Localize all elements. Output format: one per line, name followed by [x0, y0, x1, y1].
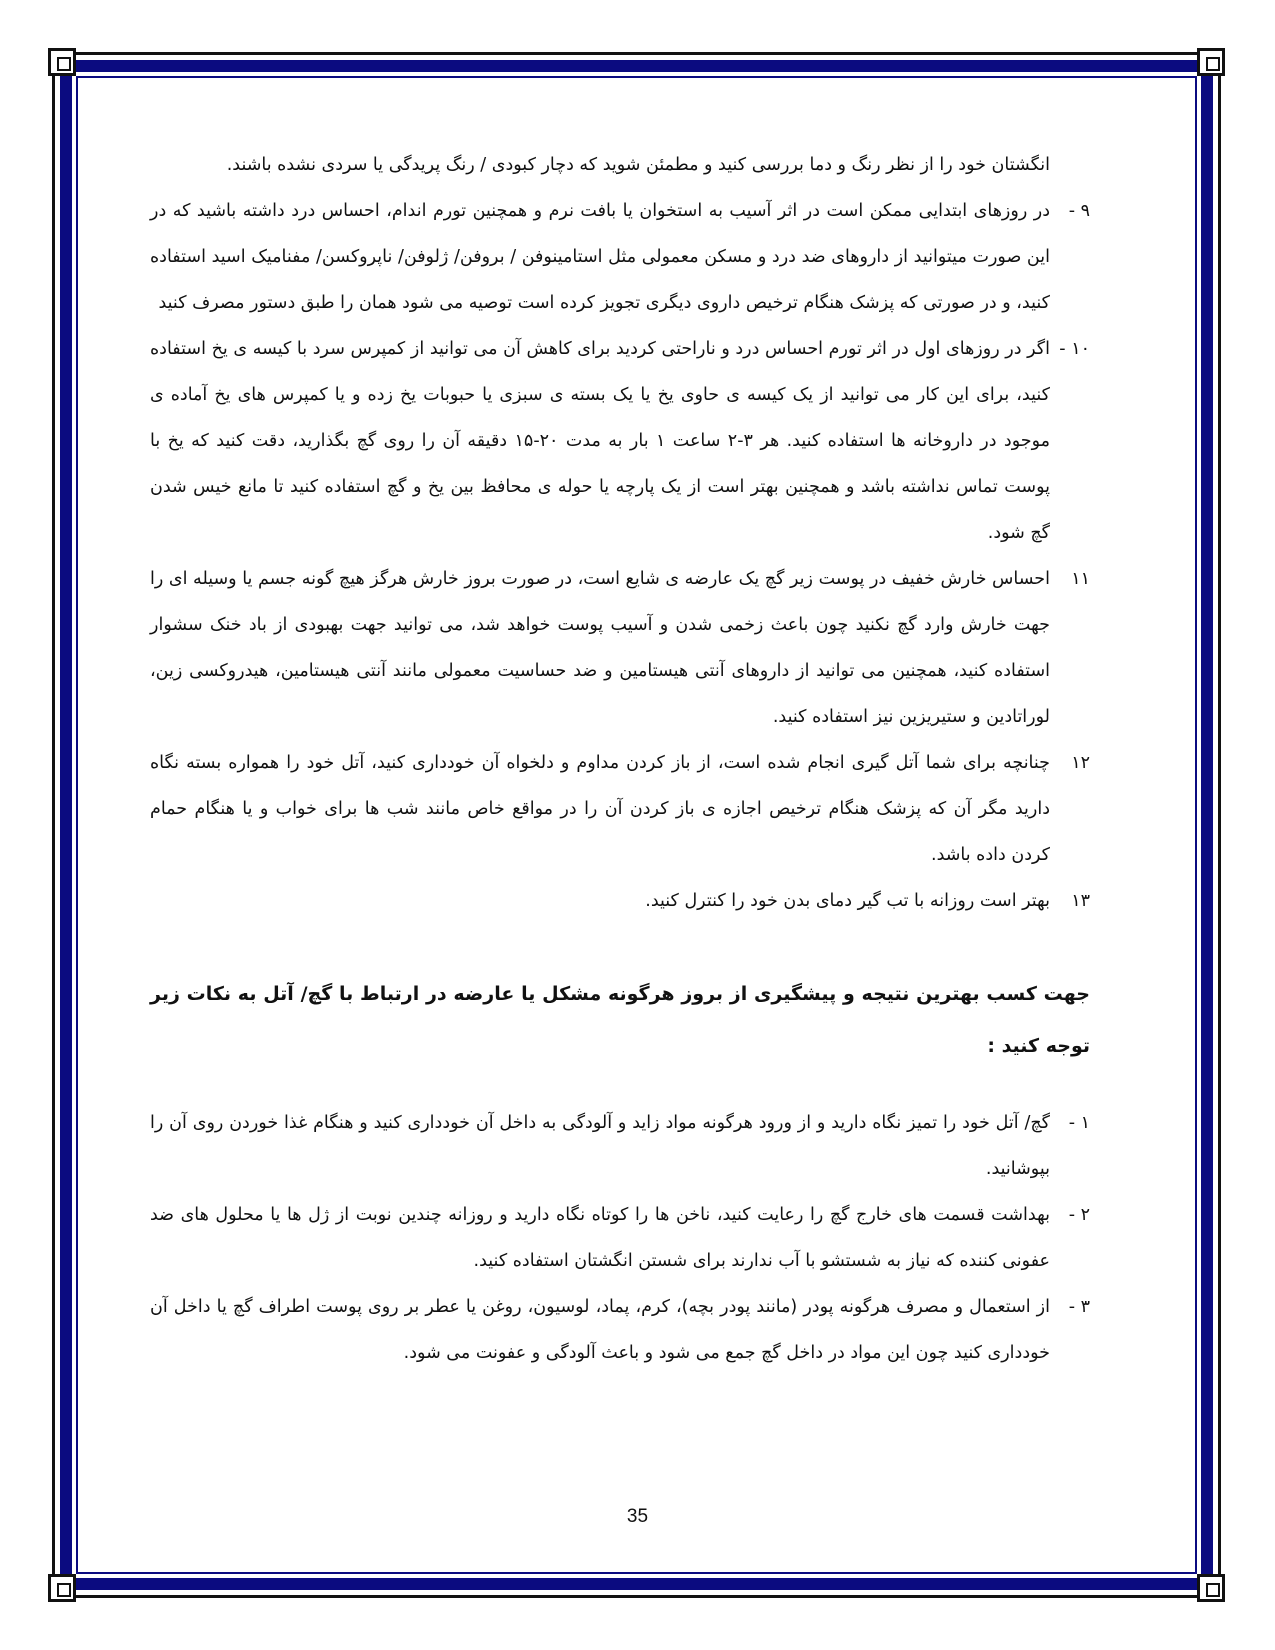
frame-corner-bottom-right	[1197, 1574, 1225, 1602]
list-item	[150, 326, 1090, 556]
list-item	[150, 1100, 1090, 1192]
list-item	[150, 740, 1090, 878]
list-item-text: بهداشت قسمت های خارج گچ را رعایت کنید، ناخن ها را کوتاه نگاه دارید و روزانه چندین نوبت از ژل ها یا محلول های ضد عفونی کننده که نیاز به شستشو با آب ندارند برای شستن انگشتان استفاده کنید.	[150, 1205, 1050, 1271]
list-item-number: ۱ -	[1068, 1113, 1090, 1133]
instruction-list-1	[150, 188, 1090, 924]
section-heading: جهت کسب بهترین نتیجه و پیشگیری از بروز هرگونه مشکل یا عارضه در ارتباط با گچ/ آتل به نکات زیر توجه کنید :	[150, 983, 1090, 1057]
list-item-text: در روزهای ابتدایی ممکن است در اثر آسیب به استخوان یا بافت نرم و همچنین تورم اندام، احساس درد داشته باشید که در این صورت میتوانید از داروهای ضد درد و مسکن معمولی مثل استامینوفن / بروفن/ ژلوفن/ ناپروکسن/ مفنامیک اسید استفاده کنید، و در صورتی که پزشک هنگام ترخیص داروی دیگری تجویز کرده است توصیه می شود همان را طبق دستور مصرف کنید	[150, 201, 1050, 313]
list-item	[150, 556, 1090, 740]
list-item-text: از استعمال و مصرف هرگونه پودر (مانند پودر بچه)، کرم، پماد، لوسیون، روغن یا عطر بر روی پوست اطراف گچ یا داخل آن خودداری کنید چون این مواد در داخل گچ جمع می شود و باعث آلودگی و عفونت می شود.	[150, 1297, 1050, 1363]
continuation-paragraph: انگشتان خود را از نظر رنگ و دما بررسی کنید و مطمئن شوید که دچار کبودی / رنگ پریدگی یا سردی نشده باشند.	[226, 155, 1050, 175]
list-item	[150, 1284, 1090, 1376]
list-item-number: ۱۱	[1071, 569, 1090, 589]
list-item-text: احساس خارش خفیف در پوست زیر گچ یک عارضه ی شایع است، در صورت بروز خارش هرگز هیچ گونه جسم یا وسیله ای را جهت خارش وارد گچ نکنید چون باعث زخمی شدن و آسیب پوست خواهد شد، می توانید جهت بهبودی از باد خنک سشوار استفاده کنید، همچنین می توانید از داروهای آنتی هیستامین و ضد حساسیت معمولی مانند آنتی هیستامین، هیدروکسی زین، لوراتادین و ستیریزین نیز استفاده کنید.	[150, 569, 1050, 727]
list-item-text: بهتر است روزانه با تب گیر دمای بدن خود را کنترل کنید.	[645, 891, 1050, 911]
list-item	[150, 1192, 1090, 1284]
list-item-number: ۲ -	[1068, 1205, 1090, 1225]
list-item-text: چنانچه برای شما آتل گیری انجام شده است، از باز کردن مداوم و دلخواه آن خودداری کنید، آتل خود را همواره بسته نگاه دارید مگر آن که پزشک هنگام ترخیص اجازه ی باز کردن آن را در مواقع خاص مانند شب ها برای خواب و یا هنگام حمام کردن داده باشد.	[150, 753, 1050, 865]
frame-corner-top-right	[1197, 48, 1225, 76]
list-item-number: ۱۳	[1071, 891, 1090, 911]
document-body	[150, 142, 1090, 1376]
list-item	[150, 188, 1090, 326]
list-item-number: ۱۲	[1071, 753, 1090, 773]
frame-corner-top-left	[48, 48, 76, 76]
page-number: 35	[626, 1506, 649, 1527]
list-item-text: اگر در روزهای اول در اثر تورم احساس درد و ناراحتی کردید برای کاهش آن می توانید از کمپرس سرد با کیسه ی یخ استفاده کنید، برای این کار می توانید از یک کیسه ی حاوی یخ یا یک بسته ی سبزی یا حبوبات یخ زده و یا کمپرس های یخ آماده ی موجود در داروخانه ها استفاده کنید. هر ۳-۲ ساعت ۱ بار به مدت ۲۰-۱۵ دقیقه آن را روی گچ بگذارید، دقت کنید که یخ با پوست تماس نداشته باشد و همچنین بهتر است از یک پارچه یا حوله ی محافظ بین یخ و گچ استفاده کنید تا مانع خیس شدن گچ شود.	[150, 339, 1050, 543]
list-item-number: ۹ -	[1068, 201, 1090, 221]
instruction-list-2	[150, 1100, 1090, 1376]
list-item-number: ۱۰ -	[1059, 339, 1090, 359]
list-item-number: ۳ -	[1068, 1297, 1090, 1317]
frame-corner-bottom-left	[48, 1574, 76, 1602]
list-item-text: گچ/ آتل خود را تمیز نگاه دارید و از ورود هرگونه مواد زاید و آلودگی به داخل آن خودداری کنید و هنگام غذا خوردن روی آن را بپوشانید.	[150, 1113, 1050, 1179]
list-item	[150, 878, 1090, 924]
